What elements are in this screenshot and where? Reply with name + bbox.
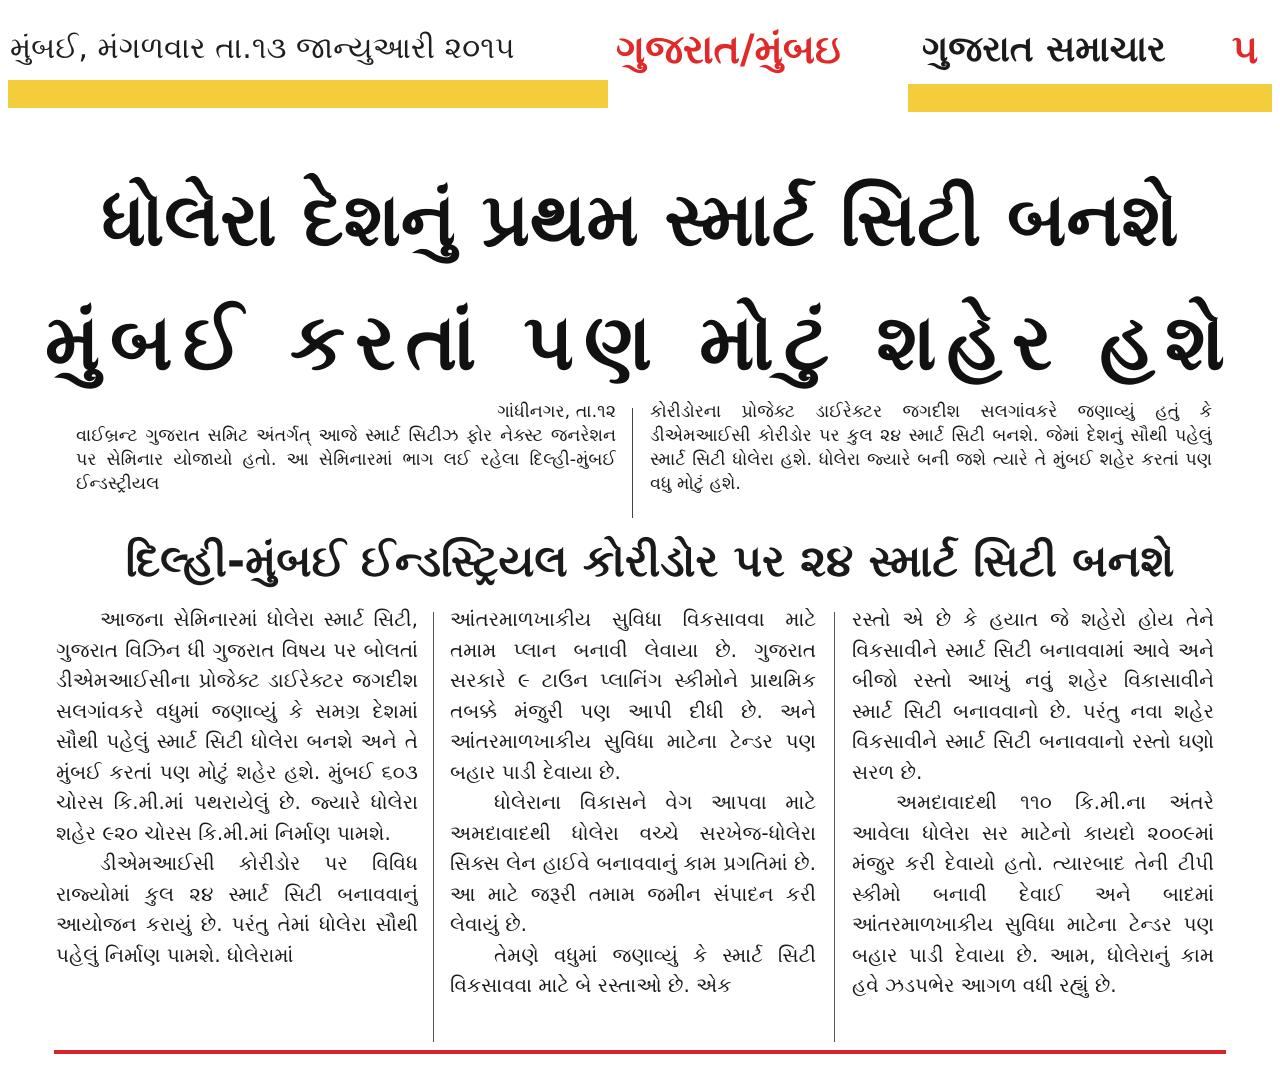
article-column-3 xyxy=(852,604,1214,1044)
paragraph: ડીએમઆઈસી કોરીડોર પર વિવિધ રાજ્યોમાં કુલ ૨૪ સ્માર્ટ સિટી બનાવવાનું આયોજન કરાયું છે. પરંતુ તેમાં ધોલેરા સૌથી પહેલું નિર્માણ પામશે. ધોલેરામાં xyxy=(56,851,418,967)
paragraph: અમદાવાદથી ૧૧૦ કિ.મી.ના અંતરે આવેલા ધોલેરા સર માટેનો કાયદો ૨૦૦૯માં મંજુર કરી દેવાયો હતો. ત્યારબાદ તેની ટીપી સ્કીમો બનાવી દેવાઈ અને બાદમાં આંતરમાળખાકીય સુવિધા માટેના ટેન્ડર પણ બહાર પાડી દેવાયા છે. આમ, ધોલેરાનું કામ હવે ઝડપભેર આગળ વધી રહ્યું છે. xyxy=(852,790,1214,997)
date-underline-bar xyxy=(8,80,608,108)
intro-left-column xyxy=(76,400,616,520)
newspaper-name: ગુજરાત સમાચાર xyxy=(922,29,1166,70)
page-number: ૫ xyxy=(1231,27,1259,73)
intro-divider xyxy=(632,408,633,518)
subheadline: દિલ્હી-મુંબઈ ઈન્ડસ્ટ્રિયલ કોરીડોર પર ૨૪ સ્માર્ટ સિટી બનશે xyxy=(125,536,1175,587)
intro-left-text: વાઈબ્રન્ટ ગુજરાત સમિટ અંતર્ગત્ આજે સ્માર્ટ સિટીઝ ફોર નેક્સ્ટ જનરેશન પર સેમિનાર યોજાયો હતો. આ સેમિનારમાં ભાગ લઈ રહેલા દિલ્હી-મુંબઈ ઈન્ડસ્ટ્રીયલ xyxy=(76,426,616,494)
paragraph: રસ્તો એ છે કે હયાત જે શહેરો હોય તેને વિકસાવીને સ્માર્ટ સિટી બનાવવામાં આવે અને બીજો રસ્તો આખું નવું શહેર વિકાસાવીને સ્માર્ટ સિટી બનાવવાનો છે. પરંતુ નવા શહેર વિકસાવીને સ્માર્ટ સિટી બનાવવાનો રસ્તો ઘણો સરળ છે. xyxy=(852,607,1214,784)
headline-line-2: મુંબઈ કરતાં પણ મોટું શહેર હશે xyxy=(44,298,1236,388)
paragraph: ધોલેરાના વિકાસને વેગ આપવા માટે અમદાવાદથી ધોલેરા વચ્ચે સરખેજ-ધોલેરા સિક્સ લેન હાઈવે બનાવવાનું કામ પ્રગતિમાં છે. આ માટે જરૂરી તમામ જમીન સંપાદન કરી લેવાયું છે. xyxy=(450,790,816,936)
dateline: ગાંધીનગર, તા.૧૨ xyxy=(497,402,616,422)
paragraph: આજના સેમિનારમાં ધોલેરા સ્માર્ટ સિટી, ગુજરાત વિઝિન ધી ગુજરાત વિષય પર બોલતાં ડીએમઆઈસીના પ્રોજેક્ટ ડાઈરેક્ટર જગદીશ સલગાંવકરે વધુમાં જણાવ્યું કે સમગ્ર દેશમાં સૌથી પહેલું સ્માર્ટ સિટી ધોલેરા બનશે અને તે મુંબઈ કરતાં પણ મોટું શહેર હશે. મુંબઈ ૬૦૩ ચોરસ કિ.મી.માં પથરાયેલું છે. જ્યારે ધોલેરા શહેર ૯૨૦ ચોરસ કિ.મી.માં નિર્માણ પામશે. xyxy=(56,607,418,845)
column-divider xyxy=(834,612,835,1042)
intro-right-text: કોરીડોરના પ્રોજેક્ટ ડાઈરેક્ટર જગદીશ સલગાંવકરે જણાવ્યું હતું કે ડીએમઆઈસી કોરીડોર પર કુલ ૨૪ સ્માર્ટ સિટી બનશે. જેમાં દેશનું સૌથી પહેલું સ્માર્ટ સિટી ધોલેરા હશે. ધોલેરા જ્યારે બની જશે ત્યારે તે મુંબઈ શહેર કરતાં પણ વધુ મોટું હશે. xyxy=(650,402,1212,494)
column-divider xyxy=(433,612,434,1042)
issue-date-line: મુંબઈ, મંગળવાર તા.૧૩ જાન્યુઆરી ૨૦૧૫ xyxy=(10,31,515,66)
section-label: ગુજરાત/મુંબઇ xyxy=(616,27,841,73)
paragraph: આંતરમાળખાકીય સુવિધા વિકસાવવા માટે તમામ પ્લાન બનાવી લેવાયા છે. ગુજરાત સરકારે ૯ ટાઉન પ્લાનિંગ સ્કીમોને પ્રાથમિક તબક્કે મંજુરી પણ આપી દીધી છે. અને આંતરમાળખાકીય સુવિધા માટેના ટેન્ડર પણ બહાર પાડી દેવાયા છે. xyxy=(450,607,816,784)
intro-right-column xyxy=(650,400,1212,520)
headline-line-1: ધોલેરા દેશનું પ્રથમ સ્માર્ટ સિટી બનશે xyxy=(101,177,1179,263)
article-column-2 xyxy=(450,604,816,1044)
bottom-rule xyxy=(54,1050,1226,1054)
masthead-underline-bar xyxy=(908,84,1272,112)
article-column-1 xyxy=(56,604,418,1044)
paragraph: તેમણે વધુમાં જણાવ્યું કે સ્માર્ટ સિટી વિકસાવવા માટે બે રસ્તાઓ છે. એક xyxy=(450,942,816,997)
